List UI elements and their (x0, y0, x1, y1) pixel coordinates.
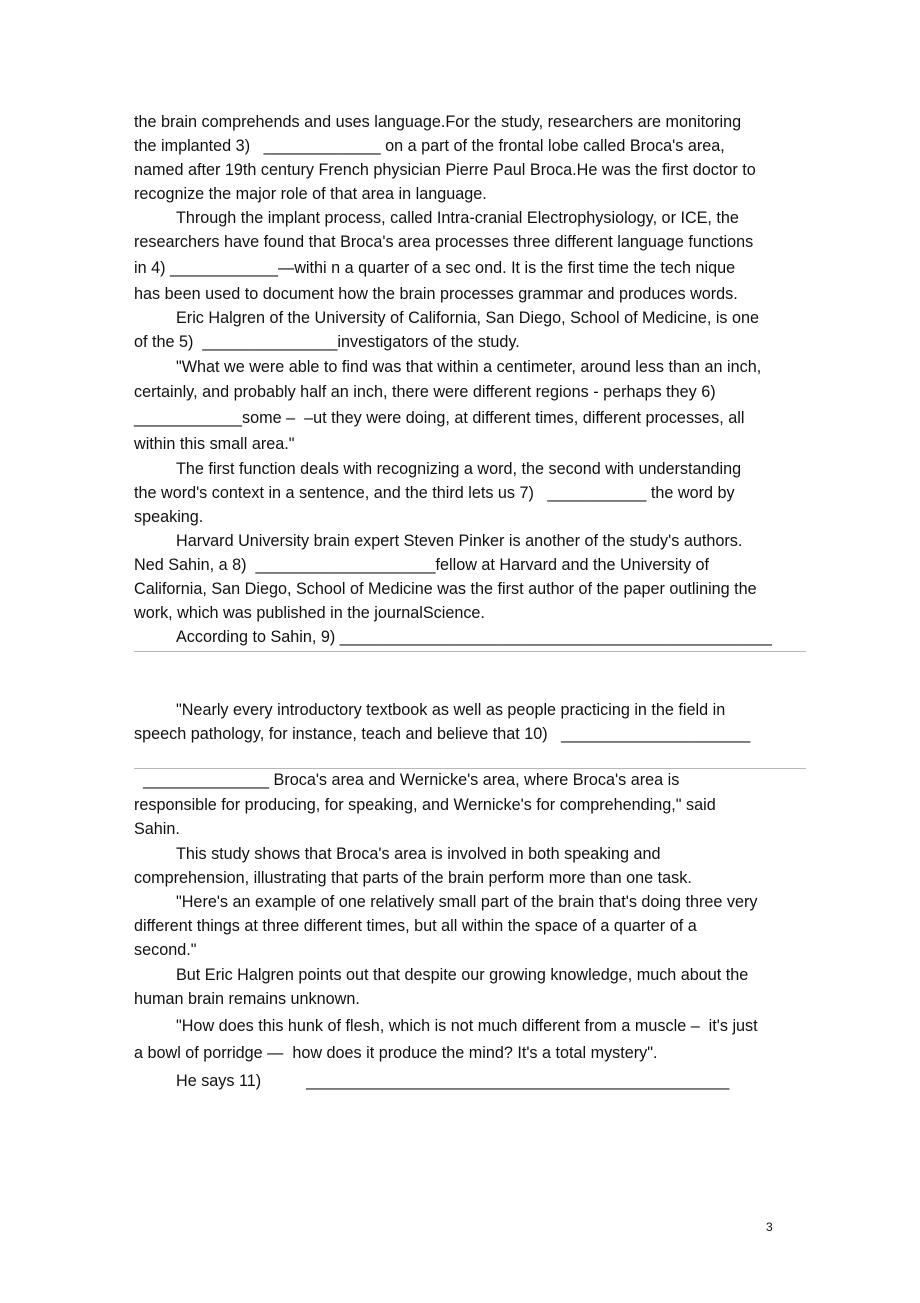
text-line: ______________ Broca's area and Wernicke's area, where Broca's area is (134, 771, 680, 789)
text-line: second." (134, 941, 197, 959)
text-line-blank-3: the implanted 3) _____________ on a part of the frontal lobe called Broca's area, (134, 137, 725, 155)
text-line: the brain comprehends and uses language.For the study, researchers are monitoring (134, 113, 742, 131)
text-line: Sahin. (134, 820, 180, 838)
text-line: human brain remains unknown. (134, 990, 360, 1008)
text-line: speaking. (134, 508, 204, 526)
paragraph-start: But Eric Halgren points out that despite our growing knowledge, much about the (176, 966, 749, 984)
text-line: named after 19th century French physician Pierre Paul Broca.He was the first doctor to (134, 161, 756, 179)
paragraph-start: "How does this hunk of flesh, which is not much different from a muscle – it's just (176, 1017, 758, 1035)
text-line: comprehension, illustrating that parts of the brain perform more than one task. (134, 869, 692, 887)
text-line-blank-8: Ned Sahin, a 8) ____________________fellow at Harvard and the University of (134, 556, 710, 574)
text-line-blank-9: According to Sahin, 9) ________________________________________________ (176, 628, 772, 646)
text-line: within this small area." (134, 435, 295, 453)
answer-rule (134, 651, 806, 652)
text-line-blank-7: the word's context in a sentence, and the third lets us 7) ___________ the word by (134, 484, 735, 502)
text-line-blank-4: in 4) ____________—withi n a quarter of a sec ond. It is the first time the tech nique (134, 259, 736, 277)
paragraph-start: Harvard University brain expert Steven Pinker is another of the study's authors. (176, 532, 743, 550)
text-line: California, San Diego, School of Medicine was the first author of the paper outlining the (134, 580, 757, 598)
text-line-blank-6: certainly, and probably half an inch, there were different regions - perhaps they 6) (134, 383, 716, 401)
page-number: 3 (766, 1220, 773, 1234)
paragraph-start: This study shows that Broca's area is involved in both speaking and (176, 845, 661, 863)
text-line: researchers have found that Broca's area processes three different language functions (134, 233, 754, 251)
text-line: recognize the major role of that area in language. (134, 185, 487, 203)
text-line: responsible for producing, for speaking, and Wernicke's for comprehending," said (134, 796, 716, 814)
paragraph-start: "Nearly every introductory textbook as well as people practicing in the field in (176, 701, 726, 719)
text-line: different things at three different times, but all within the space of a quarter of a (134, 917, 697, 935)
paragraph-start: "Here's an example of one relatively small part of the brain that's doing three very (176, 893, 758, 911)
paragraph-start: The first function deals with recognizing a word, the second with understanding (176, 460, 742, 478)
text-line: a bowl of porridge — how does it produce the mind? It's a total mystery". (134, 1044, 658, 1062)
paragraph-start: Eric Halgren of the University of California, San Diego, School of Medicine, is one (176, 309, 760, 327)
text-line: ____________some – –ut they were doing, at different times, different processes, all (134, 409, 745, 427)
paragraph-start: "What we were able to find was that within a centimeter, around less than an inch, (176, 358, 762, 376)
text-line: has been used to document how the brain processes grammar and produces words. (134, 285, 738, 303)
text-line-blank-11: He says 11) _______________________________________________ (176, 1072, 730, 1090)
text-line-blank-5: of the 5) _______________investigators of the study. (134, 333, 520, 351)
answer-rule (134, 768, 806, 769)
paragraph-start: Through the implant process, called Intra-cranial Electrophysiology, or ICE, the (176, 209, 739, 227)
text-line-blank-10: speech pathology, for instance, teach and believe that 10) _____________________ (134, 725, 751, 743)
text-line: work, which was published in the journalScience. (134, 604, 485, 622)
